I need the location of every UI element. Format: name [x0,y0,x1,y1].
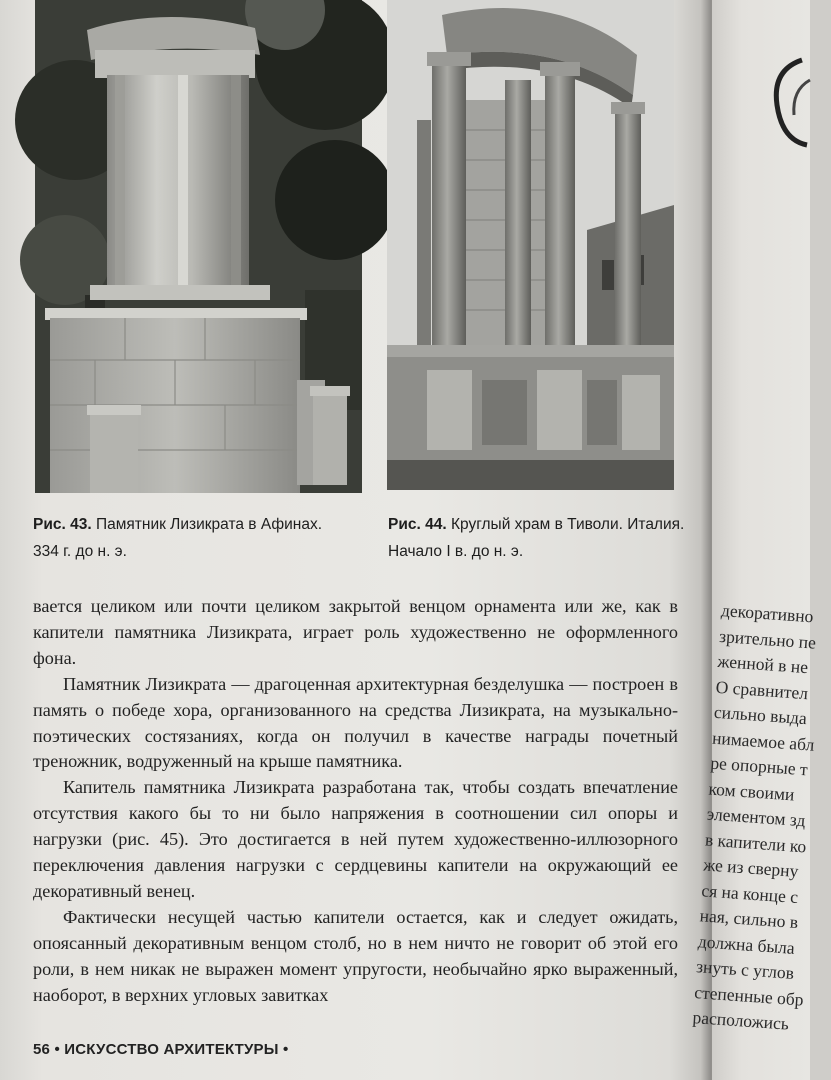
right-line: ная, сильно в [699,905,799,933]
paragraph-4: Фактически несущей частью капители остается, как и следует ожидать, опоясанный декоративным венцом столб, но в нем ничто не говорит об этой его роли, в нем никак не выражен момент упругости, необычайно ярко выраженный, наоборот, в верхних угловых завитках [33,906,678,1005]
figure-43-caption [33,511,363,565]
figure-44-date: Начало I в. до н. э. [388,543,524,560]
paragraph-1: вается целиком или почти целиком закрытой венцом орнамента или же, как в капители памятника Лизикрата, играет роль художественно не оформленного фона. [33,596,678,668]
figure-44-title: Круглый храм в Тиволи. Италия. [450,516,685,533]
figure-43-date: 334 г. до н. э. [33,543,127,560]
lysicrates-monument-image [35,0,362,493]
tivoli-temple-image [387,0,674,490]
figure-44-caption [388,511,688,565]
paragraph-3: Капитель памятника Лизикрата разработана так, чтобы создать впечатление отсутствия какого бы то ни было напряжения в соотношении сил опоры и нагрузки (рис. 45). Это достигается в ней путем художественно-иллюзорного переключения давления нагрузки с сердцевины капители на окружающий ее декоративный венец. [33,777,678,901]
figure-43-number: Рис. 43. [33,516,92,533]
figure-43-title: Памятник Лизикрата в Афинах. [95,516,323,533]
figure-44-photo [387,0,674,490]
section-title: ИСКУССТВО АРХИТЕКТУРЫ [64,1041,279,1058]
right-line: знуть с углов [695,956,795,983]
footer-bullet: • [54,1041,60,1058]
ornament-drawing [762,60,810,150]
right-line: элементом зд [706,803,807,831]
right-line: зрительно пе [718,625,817,653]
right-line: ре опорные т [709,752,809,780]
right-line: расположись [692,1007,790,1034]
right-line: декоративно [720,599,815,627]
figure-43-photo [35,0,362,493]
right-line: должна была [697,930,796,958]
paragraph-2: Памятник Лизикрата — драгоценная архитектурная безделушка — построен в память о победе хора, организованного на средства Лизикрата, на музыкально-поэтических состязаниях, когда он получил в качестве награды почетный треножник, водруженный на крыше памятника. [33,673,678,772]
right-line: женной в не [716,650,809,678]
page-number: 56 [33,1041,51,1058]
page-footer [33,1041,288,1058]
right-line: ся на конце с [700,879,799,907]
right-line: ком своими [708,778,796,805]
right-line: нимаемое абл [711,727,816,755]
body-text [33,594,678,1009]
right-line: сильно выда [713,701,808,729]
right-page [692,0,817,1080]
figure-44-number: Рис. 44. [388,516,447,533]
right-line: О сравнител [715,676,809,703]
right-line: же из свернy [702,854,800,881]
right-page-text [692,598,831,1038]
right-line: степенные обр [693,981,805,1010]
footer-bullet-end: • [283,1041,289,1058]
right-line: в капители ко [704,828,808,856]
